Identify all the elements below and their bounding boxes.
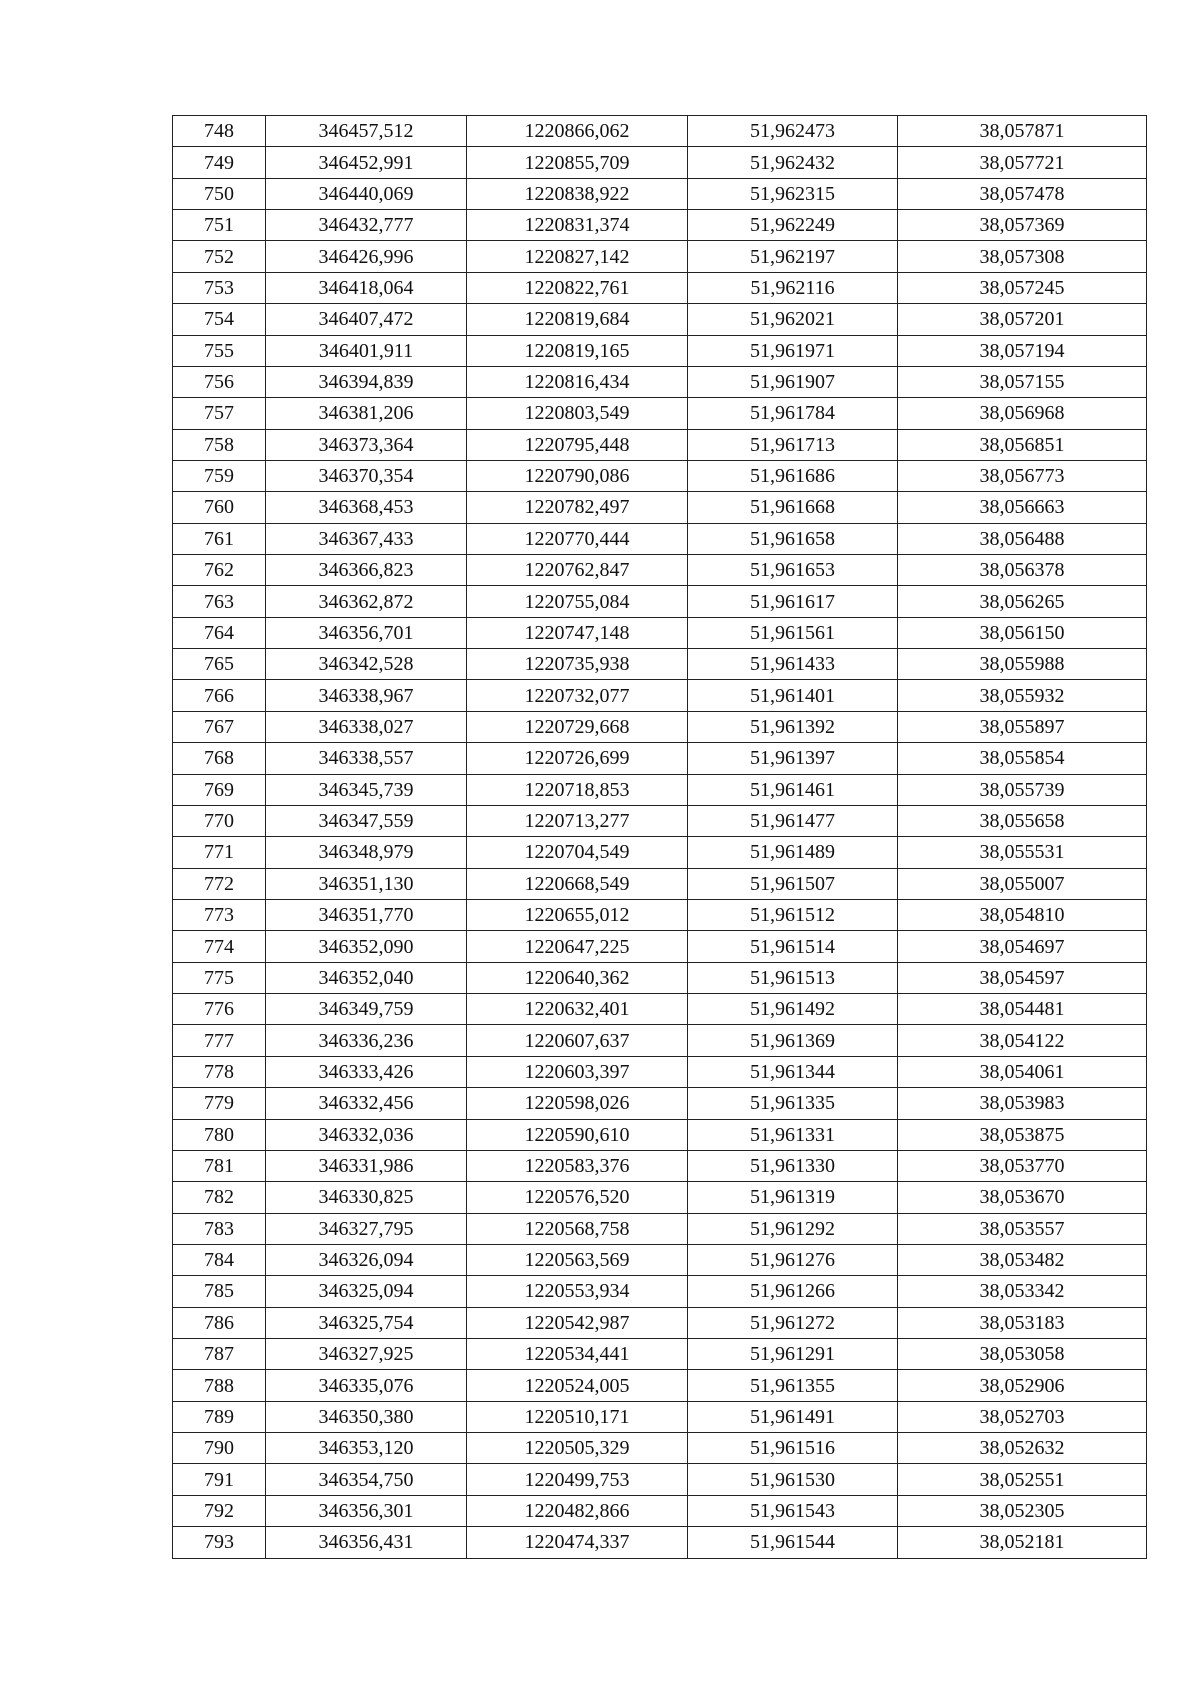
latitude-cell: 51,961330	[688, 1150, 898, 1181]
y-coordinate-cell: 1220647,225	[467, 931, 688, 962]
latitude-cell: 51,961544	[688, 1527, 898, 1558]
x-coordinate-cell: 346373,364	[266, 429, 467, 460]
point-number-cell: 778	[173, 1056, 266, 1087]
y-coordinate-cell: 1220568,758	[467, 1213, 688, 1244]
table-row	[173, 1150, 1147, 1181]
y-coordinate-cell: 1220866,062	[467, 116, 688, 147]
y-coordinate-cell: 1220816,434	[467, 366, 688, 397]
latitude-cell: 51,961658	[688, 523, 898, 554]
y-coordinate-cell: 1220755,084	[467, 586, 688, 617]
y-coordinate-cell: 1220732,077	[467, 680, 688, 711]
y-coordinate-cell: 1220474,337	[467, 1527, 688, 1558]
x-coordinate-cell: 346332,036	[266, 1119, 467, 1150]
x-coordinate-cell: 346333,426	[266, 1056, 467, 1087]
latitude-cell: 51,961491	[688, 1401, 898, 1432]
x-coordinate-cell: 346327,795	[266, 1213, 467, 1244]
point-number-cell: 780	[173, 1119, 266, 1150]
point-number-cell: 762	[173, 555, 266, 586]
latitude-cell: 51,961355	[688, 1370, 898, 1401]
table-row	[173, 586, 1147, 617]
latitude-cell: 51,961653	[688, 555, 898, 586]
table-row	[173, 617, 1147, 648]
point-number-cell: 769	[173, 774, 266, 805]
longitude-cell: 38,052906	[898, 1370, 1147, 1401]
y-coordinate-cell: 1220668,549	[467, 868, 688, 899]
point-number-cell: 793	[173, 1527, 266, 1558]
table-row	[173, 1307, 1147, 1338]
y-coordinate-cell: 1220553,934	[467, 1276, 688, 1307]
y-coordinate-cell: 1220542,987	[467, 1307, 688, 1338]
table-row	[173, 398, 1147, 429]
y-coordinate-cell: 1220718,853	[467, 774, 688, 805]
point-number-cell: 779	[173, 1088, 266, 1119]
table-row	[173, 492, 1147, 523]
x-coordinate-cell: 346426,996	[266, 241, 467, 272]
longitude-cell: 38,056773	[898, 460, 1147, 491]
y-coordinate-cell: 1220795,448	[467, 429, 688, 460]
longitude-cell: 38,057308	[898, 241, 1147, 272]
table-row	[173, 272, 1147, 303]
latitude-cell: 51,962197	[688, 241, 898, 272]
longitude-cell: 38,055932	[898, 680, 1147, 711]
x-coordinate-cell: 346331,986	[266, 1150, 467, 1181]
latitude-cell: 51,962021	[688, 304, 898, 335]
y-coordinate-cell: 1220632,401	[467, 994, 688, 1025]
x-coordinate-cell: 346367,433	[266, 523, 467, 554]
point-number-cell: 754	[173, 304, 266, 335]
table-row	[173, 555, 1147, 586]
point-number-cell: 751	[173, 210, 266, 241]
latitude-cell: 51,961397	[688, 743, 898, 774]
x-coordinate-cell: 346353,120	[266, 1433, 467, 1464]
latitude-cell: 51,961507	[688, 868, 898, 899]
x-coordinate-cell: 346336,236	[266, 1025, 467, 1056]
longitude-cell: 38,054061	[898, 1056, 1147, 1087]
x-coordinate-cell: 346326,094	[266, 1244, 467, 1275]
longitude-cell: 38,053058	[898, 1339, 1147, 1370]
latitude-cell: 51,961907	[688, 366, 898, 397]
y-coordinate-cell: 1220510,171	[467, 1401, 688, 1432]
point-number-cell: 758	[173, 429, 266, 460]
table-row	[173, 116, 1147, 147]
longitude-cell: 38,052632	[898, 1433, 1147, 1464]
latitude-cell: 51,961543	[688, 1495, 898, 1526]
table-row	[173, 711, 1147, 742]
x-coordinate-cell: 346366,823	[266, 555, 467, 586]
latitude-cell: 51,961344	[688, 1056, 898, 1087]
x-coordinate-cell: 346394,839	[266, 366, 467, 397]
point-number-cell: 750	[173, 178, 266, 209]
longitude-cell: 38,055739	[898, 774, 1147, 805]
point-number-cell: 786	[173, 1307, 266, 1338]
y-coordinate-cell: 1220770,444	[467, 523, 688, 554]
longitude-cell: 38,057871	[898, 116, 1147, 147]
table-row	[173, 649, 1147, 680]
x-coordinate-cell: 346330,825	[266, 1182, 467, 1213]
table-row	[173, 1056, 1147, 1087]
longitude-cell: 38,056851	[898, 429, 1147, 460]
longitude-cell: 38,052181	[898, 1527, 1147, 1558]
latitude-cell: 51,962116	[688, 272, 898, 303]
table-row	[173, 178, 1147, 209]
latitude-cell: 51,961530	[688, 1464, 898, 1495]
point-number-cell: 784	[173, 1244, 266, 1275]
y-coordinate-cell: 1220782,497	[467, 492, 688, 523]
table-row	[173, 1025, 1147, 1056]
point-number-cell: 768	[173, 743, 266, 774]
longitude-cell: 38,055897	[898, 711, 1147, 742]
y-coordinate-cell: 1220855,709	[467, 147, 688, 178]
x-coordinate-cell: 346356,431	[266, 1527, 467, 1558]
point-number-cell: 782	[173, 1182, 266, 1213]
longitude-cell: 38,057155	[898, 366, 1147, 397]
table-row	[173, 743, 1147, 774]
table-row	[173, 1088, 1147, 1119]
y-coordinate-cell: 1220762,847	[467, 555, 688, 586]
point-number-cell: 753	[173, 272, 266, 303]
point-number-cell: 774	[173, 931, 266, 962]
y-coordinate-cell: 1220655,012	[467, 899, 688, 930]
longitude-cell: 38,053482	[898, 1244, 1147, 1275]
longitude-cell: 38,055988	[898, 649, 1147, 680]
point-number-cell: 775	[173, 962, 266, 993]
point-number-cell: 767	[173, 711, 266, 742]
point-number-cell: 776	[173, 994, 266, 1025]
longitude-cell: 38,057245	[898, 272, 1147, 303]
longitude-cell: 38,056150	[898, 617, 1147, 648]
table-row	[173, 962, 1147, 993]
table-row	[173, 366, 1147, 397]
x-coordinate-cell: 346407,472	[266, 304, 467, 335]
longitude-cell: 38,053342	[898, 1276, 1147, 1307]
y-coordinate-cell: 1220534,441	[467, 1339, 688, 1370]
latitude-cell: 51,961492	[688, 994, 898, 1025]
y-coordinate-cell: 1220598,026	[467, 1088, 688, 1119]
y-coordinate-cell: 1220819,165	[467, 335, 688, 366]
x-coordinate-cell: 346351,130	[266, 868, 467, 899]
y-coordinate-cell: 1220590,610	[467, 1119, 688, 1150]
y-coordinate-cell: 1220499,753	[467, 1464, 688, 1495]
y-coordinate-cell: 1220524,005	[467, 1370, 688, 1401]
latitude-cell: 51,962473	[688, 116, 898, 147]
x-coordinate-cell: 346325,094	[266, 1276, 467, 1307]
table-row	[173, 147, 1147, 178]
table-row	[173, 805, 1147, 836]
latitude-cell: 51,961477	[688, 805, 898, 836]
table-row	[173, 931, 1147, 962]
y-coordinate-cell: 1220831,374	[467, 210, 688, 241]
y-coordinate-cell: 1220607,637	[467, 1025, 688, 1056]
latitude-cell: 51,961319	[688, 1182, 898, 1213]
latitude-cell: 51,961369	[688, 1025, 898, 1056]
longitude-cell: 38,052551	[898, 1464, 1147, 1495]
latitude-cell: 51,961713	[688, 429, 898, 460]
x-coordinate-cell: 346368,453	[266, 492, 467, 523]
longitude-cell: 38,057201	[898, 304, 1147, 335]
table-row	[173, 304, 1147, 335]
latitude-cell: 51,961668	[688, 492, 898, 523]
longitude-cell: 38,055007	[898, 868, 1147, 899]
point-number-cell: 781	[173, 1150, 266, 1181]
longitude-cell: 38,053983	[898, 1088, 1147, 1119]
longitude-cell: 38,054122	[898, 1025, 1147, 1056]
table-row	[173, 774, 1147, 805]
latitude-cell: 51,962249	[688, 210, 898, 241]
x-coordinate-cell: 346440,069	[266, 178, 467, 209]
latitude-cell: 51,961266	[688, 1276, 898, 1307]
table-row	[173, 460, 1147, 491]
y-coordinate-cell: 1220729,668	[467, 711, 688, 742]
y-coordinate-cell: 1220583,376	[467, 1150, 688, 1181]
y-coordinate-cell: 1220576,520	[467, 1182, 688, 1213]
point-number-cell: 765	[173, 649, 266, 680]
x-coordinate-cell: 346335,076	[266, 1370, 467, 1401]
table-row	[173, 1119, 1147, 1150]
coordinates-table	[172, 115, 1147, 1559]
x-coordinate-cell: 346332,456	[266, 1088, 467, 1119]
y-coordinate-cell: 1220482,866	[467, 1495, 688, 1526]
latitude-cell: 51,962432	[688, 147, 898, 178]
y-coordinate-cell: 1220819,684	[467, 304, 688, 335]
point-number-cell: 749	[173, 147, 266, 178]
x-coordinate-cell: 346327,925	[266, 1339, 467, 1370]
table-row	[173, 335, 1147, 366]
coordinates-table-body	[173, 116, 1147, 1559]
y-coordinate-cell: 1220747,148	[467, 617, 688, 648]
longitude-cell: 38,053875	[898, 1119, 1147, 1150]
longitude-cell: 38,053557	[898, 1213, 1147, 1244]
table-row	[173, 868, 1147, 899]
y-coordinate-cell: 1220838,922	[467, 178, 688, 209]
x-coordinate-cell: 346345,739	[266, 774, 467, 805]
y-coordinate-cell: 1220603,397	[467, 1056, 688, 1087]
longitude-cell: 38,053670	[898, 1182, 1147, 1213]
point-number-cell: 748	[173, 116, 266, 147]
point-number-cell: 777	[173, 1025, 266, 1056]
table-row	[173, 899, 1147, 930]
y-coordinate-cell: 1220563,569	[467, 1244, 688, 1275]
x-coordinate-cell: 346401,911	[266, 335, 467, 366]
latitude-cell: 51,961516	[688, 1433, 898, 1464]
table-row	[173, 680, 1147, 711]
table-row	[173, 1182, 1147, 1213]
longitude-cell: 38,054810	[898, 899, 1147, 930]
point-number-cell: 773	[173, 899, 266, 930]
latitude-cell: 51,961276	[688, 1244, 898, 1275]
longitude-cell: 38,054597	[898, 962, 1147, 993]
longitude-cell: 38,054697	[898, 931, 1147, 962]
y-coordinate-cell: 1220790,086	[467, 460, 688, 491]
latitude-cell: 51,961335	[688, 1088, 898, 1119]
latitude-cell: 51,961513	[688, 962, 898, 993]
latitude-cell: 51,961561	[688, 617, 898, 648]
x-coordinate-cell: 346381,206	[266, 398, 467, 429]
x-coordinate-cell: 346352,090	[266, 931, 467, 962]
point-number-cell: 789	[173, 1401, 266, 1432]
point-number-cell: 788	[173, 1370, 266, 1401]
x-coordinate-cell: 346452,991	[266, 147, 467, 178]
table-row	[173, 837, 1147, 868]
longitude-cell: 38,057194	[898, 335, 1147, 366]
table-row	[173, 210, 1147, 241]
point-number-cell: 755	[173, 335, 266, 366]
x-coordinate-cell: 346338,027	[266, 711, 467, 742]
latitude-cell: 51,961292	[688, 1213, 898, 1244]
x-coordinate-cell: 346342,528	[266, 649, 467, 680]
longitude-cell: 38,055658	[898, 805, 1147, 836]
latitude-cell: 51,961514	[688, 931, 898, 962]
latitude-cell: 51,961272	[688, 1307, 898, 1338]
x-coordinate-cell: 346356,301	[266, 1495, 467, 1526]
x-coordinate-cell: 346347,559	[266, 805, 467, 836]
table-row	[173, 1464, 1147, 1495]
x-coordinate-cell: 346338,557	[266, 743, 467, 774]
latitude-cell: 51,961461	[688, 774, 898, 805]
table-row	[173, 1276, 1147, 1307]
point-number-cell: 759	[173, 460, 266, 491]
table-row	[173, 1339, 1147, 1370]
longitude-cell: 38,057721	[898, 147, 1147, 178]
point-number-cell: 766	[173, 680, 266, 711]
point-number-cell: 770	[173, 805, 266, 836]
longitude-cell: 38,056265	[898, 586, 1147, 617]
latitude-cell: 51,961617	[688, 586, 898, 617]
point-number-cell: 783	[173, 1213, 266, 1244]
point-number-cell: 772	[173, 868, 266, 899]
x-coordinate-cell: 346348,979	[266, 837, 467, 868]
x-coordinate-cell: 346354,750	[266, 1464, 467, 1495]
point-number-cell: 787	[173, 1339, 266, 1370]
longitude-cell: 38,052305	[898, 1495, 1147, 1526]
x-coordinate-cell: 346432,777	[266, 210, 467, 241]
point-number-cell: 763	[173, 586, 266, 617]
latitude-cell: 51,962315	[688, 178, 898, 209]
longitude-cell: 38,056488	[898, 523, 1147, 554]
y-coordinate-cell: 1220822,761	[467, 272, 688, 303]
longitude-cell: 38,053183	[898, 1307, 1147, 1338]
longitude-cell: 38,055531	[898, 837, 1147, 868]
x-coordinate-cell: 346338,967	[266, 680, 467, 711]
longitude-cell: 38,057369	[898, 210, 1147, 241]
latitude-cell: 51,961489	[688, 837, 898, 868]
longitude-cell: 38,055854	[898, 743, 1147, 774]
point-number-cell: 757	[173, 398, 266, 429]
longitude-cell: 38,056663	[898, 492, 1147, 523]
longitude-cell: 38,057478	[898, 178, 1147, 209]
x-coordinate-cell: 346457,512	[266, 116, 467, 147]
x-coordinate-cell: 346362,872	[266, 586, 467, 617]
table-row	[173, 429, 1147, 460]
x-coordinate-cell: 346370,354	[266, 460, 467, 491]
point-number-cell: 752	[173, 241, 266, 272]
point-number-cell: 756	[173, 366, 266, 397]
y-coordinate-cell: 1220640,362	[467, 962, 688, 993]
latitude-cell: 51,961686	[688, 460, 898, 491]
y-coordinate-cell: 1220704,549	[467, 837, 688, 868]
point-number-cell: 790	[173, 1433, 266, 1464]
table-row	[173, 241, 1147, 272]
longitude-cell: 38,053770	[898, 1150, 1147, 1181]
table-row	[173, 1244, 1147, 1275]
table-row	[173, 1527, 1147, 1558]
x-coordinate-cell: 346325,754	[266, 1307, 467, 1338]
longitude-cell: 38,056378	[898, 555, 1147, 586]
table-row	[173, 1213, 1147, 1244]
longitude-cell: 38,052703	[898, 1401, 1147, 1432]
table-row	[173, 1495, 1147, 1526]
latitude-cell: 51,961392	[688, 711, 898, 742]
x-coordinate-cell: 346356,701	[266, 617, 467, 648]
y-coordinate-cell: 1220827,142	[467, 241, 688, 272]
table-row	[173, 994, 1147, 1025]
latitude-cell: 51,961433	[688, 649, 898, 680]
point-number-cell: 764	[173, 617, 266, 648]
x-coordinate-cell: 346418,064	[266, 272, 467, 303]
y-coordinate-cell: 1220505,329	[467, 1433, 688, 1464]
point-number-cell: 791	[173, 1464, 266, 1495]
latitude-cell: 51,961512	[688, 899, 898, 930]
point-number-cell: 761	[173, 523, 266, 554]
latitude-cell: 51,961971	[688, 335, 898, 366]
y-coordinate-cell: 1220803,549	[467, 398, 688, 429]
table-row	[173, 1433, 1147, 1464]
x-coordinate-cell: 346352,040	[266, 962, 467, 993]
longitude-cell: 38,054481	[898, 994, 1147, 1025]
point-number-cell: 792	[173, 1495, 266, 1526]
longitude-cell: 38,056968	[898, 398, 1147, 429]
point-number-cell: 760	[173, 492, 266, 523]
table-row	[173, 1370, 1147, 1401]
latitude-cell: 51,961401	[688, 680, 898, 711]
x-coordinate-cell: 346349,759	[266, 994, 467, 1025]
x-coordinate-cell: 346350,380	[266, 1401, 467, 1432]
y-coordinate-cell: 1220726,699	[467, 743, 688, 774]
latitude-cell: 51,961784	[688, 398, 898, 429]
latitude-cell: 51,961291	[688, 1339, 898, 1370]
table-row	[173, 523, 1147, 554]
point-number-cell: 771	[173, 837, 266, 868]
y-coordinate-cell: 1220735,938	[467, 649, 688, 680]
table-row	[173, 1401, 1147, 1432]
latitude-cell: 51,961331	[688, 1119, 898, 1150]
x-coordinate-cell: 346351,770	[266, 899, 467, 930]
y-coordinate-cell: 1220713,277	[467, 805, 688, 836]
point-number-cell: 785	[173, 1276, 266, 1307]
